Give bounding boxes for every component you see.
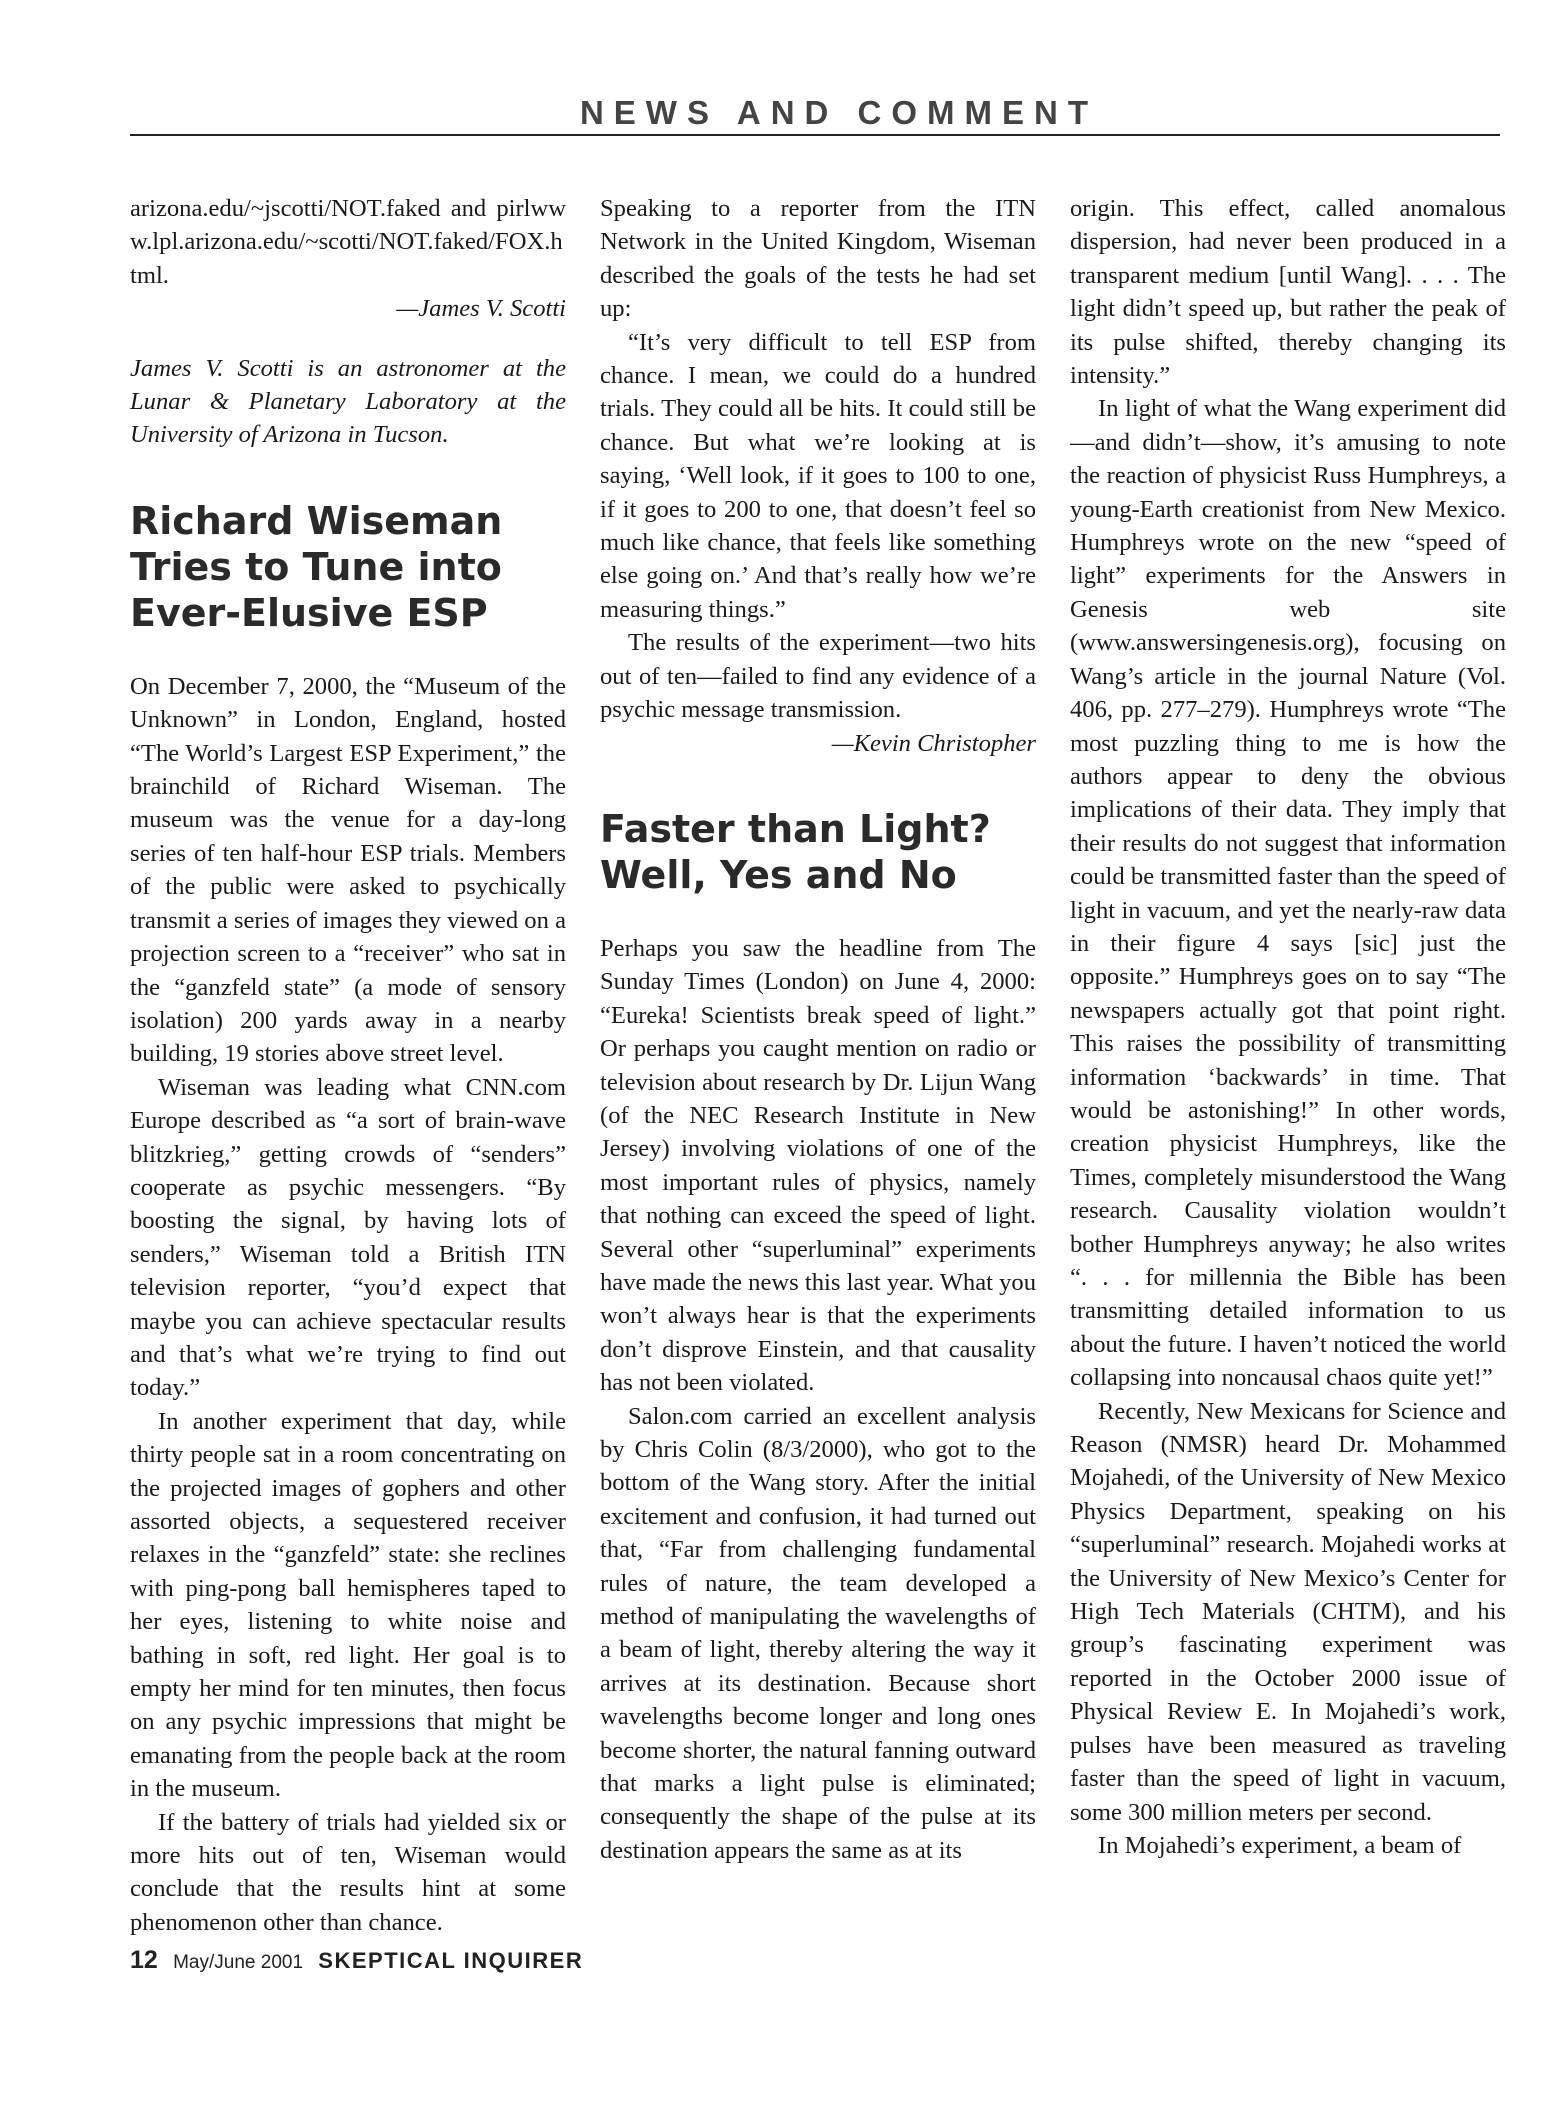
paragraph: Perhaps you saw the headline from The Sunday Times (London) on June 4, 2000: “Eureka! Scientists break speed of light.” Or perhaps you caught mention on radio or television about research by Dr. Lijun Wang (of the NEC Research Institute in New Jersey) involving violations of one of the most important rules of physics, namely that nothing can exceed the speed of light. Several other “superluminal” experiments have made the news this last year. What you won’t always hear is that the experiments don’t disprove Einstein, and that causality has not been violated. (600, 934, 1036, 1397)
magazine-name: SKEPTICAL INQUIRER (318, 1948, 584, 1973)
article-headline: Richard Wiseman Tries to Tune into Ever-Elusive ESP (130, 498, 503, 635)
issue-date: May/June 2001 (173, 1952, 304, 1973)
paragraph: In another experiment that day, while thirty people sat in a room concentrating on the projected images of gophers and other assorted objects, a sequestered receiver relaxes in the “ganzfeld” state: she reclines with ping-pong ball hemispheres taped to her eyes, listening to white noise and bathing in soft, red light. Her goal is to empty her mind for ten minutes, then focus on any psychic impressions that might be emanating from the people back at the room in the museum. (130, 1407, 566, 1803)
paragraph: Salon.com carried an excellent analysis by Chris Colin (8/3/2000), who got to the bottom of the Wang story. After the initial excitement and confusion, it had turned out that, “Far from challenging fundamental rules of nature, the team developed a method of manipulating the wavelengths of a beam of light, thereby altering the way it arrives at its destination. Because short wavelengths become longer and long ones become shorter, the natural fanning outward that marks a light pulse is eliminated; consequently the shape of the pulse at its destination appears the same as at its (600, 1402, 1036, 1864)
paragraph: On December 7, 2000, the “Museum of the Unknown” in London, England, hosted “The World’s Largest ESP Experiment,” the brainchild of Richard Wiseman. The museum was the venue for a day-long series of ten half-hour ESP trials. Members of the public were asked to psychically transmit a series of images they viewed on a projection screen to a “receiver” who sat in the “ganzfeld state” (a mode of sensory isolation) 200 yards away in a nearby building, 19 stories above street level. (130, 672, 566, 1068)
column-3 (1070, 192, 1506, 1862)
paragraph: Wiseman was leading what CNN.com Europe described as “a sort of brain-wave blitzkrieg,” getting crowds of “senders” cooperate as psychic messengers. “By boosting the signal, by having lots of senders,” Wiseman told a British ITN television reporter, “you’d expect that maybe you can achieve spectacular results and that’s what we’re trying to find out today.” (130, 1073, 566, 1402)
section-header (130, 94, 1500, 136)
section-title: NEWS AND COMMENT (579, 94, 1099, 131)
paragraph: The results of the experiment—two hits out of ten—failed to find any evidence of a psychic message transmission. (600, 629, 1036, 724)
paragraph: Speaking to a reporter from the ITN Network in the United Kingdom, Wiseman described the goals of the tests he had set up: (600, 195, 1036, 323)
author-signature: —Kevin Christopher (831, 729, 1036, 757)
paragraph: “It’s very difficult to tell ESP from chance. I mean, we could do a hundred trials. They could all be hits. It could still be chance. But what we’re looking at is saying, ‘Well look, if it goes to 100 to one, if it goes to 200 to one, that doesn’t feel so much like chance, that feels like something else going on.’ And that’s really how we’re measuring things.” (600, 328, 1036, 623)
paragraph: origin. This effect, called anomalous dispersion, had never been produced in a transparent medium [until Wang]. . . . The light didn’t speed up, but rather the peak of its pulse shifted, thereby changing its intensity.” (1070, 195, 1506, 390)
paragraph: If the battery of trials had yielded six or more hits out of ten, Wiseman would conclude that the results hint at some phenomenon other than chance. (130, 1808, 566, 1936)
paragraph: In Mojahedi’s experiment, a beam of (1098, 1831, 1462, 1859)
page-number: 12 (130, 1946, 158, 1974)
article-headline: Faster than Light? Well, Yes and No (600, 806, 991, 897)
page-footer (130, 1946, 583, 1975)
url-paragraph: arizona.edu/~jscotti/NOT.faked and pirlwww.lpl.arizona.edu/~scotti/NOT.faked/FOX.html. (130, 195, 566, 289)
paragraph: Recently, New Mexicans for Science and Reason (NMSR) heard Dr. Mohammed Mojahedi, of the University of New Mexico Physics Department, speaking on his “superluminal” research. Mojahedi works at the University of New Mexico’s Center for High Tech Materials (CHTM), and his group’s fascinating experiment was reported in the October 2000 issue of Physical Review E. In Mojahedi’s work, pulses have been measured as traveling faster than the speed of light in vacuum, some 300 million meters per second. (1070, 1397, 1506, 1826)
column-1 (130, 192, 566, 1939)
author-bio: James V. Scotti is an astronomer at the Lunar & Planetary Laboratory at the University of Arizona in Tucson. (130, 354, 566, 449)
column-2 (600, 192, 1036, 1867)
author-signature: —James V. Scotti (396, 295, 566, 323)
paragraph: In light of what the Wang experiment did—and didn’t—show, it’s amusing to note the reaction of physicist Russ Humphreys, a young-Earth creationist from New Mexico. Humphreys wrote on the new “speed of light” experiments for the Answers in Genesis web site (www.answersingenesis.org), focusing on Wang’s article in the journal Nature (Vol. 406, pp. 277–279). Humphreys wrote “The most puzzling thing to me is how the authors appear to deny the obvious implications of their data. They imply that their results do not suggest that information could be transmitted faster than the speed of light in vacuum, and yet the nearly-raw data in their figure 4 says [sic] just the opposite.” Humphreys goes on to say “The newspapers actually got that point right. This raises the possibility of transmitting information ‘backwards’ in time. That would be astonishing!” In other words, creation physicist Humphreys, like the Times, completely misunderstood the Wang research. Causality violation wouldn’t bother Humphreys anyway; he also writes “. . . for millennia the Bible has been transmitting detailed information to us about the future. I haven’t noticed the world collapsing into noncausal chaos quite yet!” (1070, 395, 1506, 1392)
